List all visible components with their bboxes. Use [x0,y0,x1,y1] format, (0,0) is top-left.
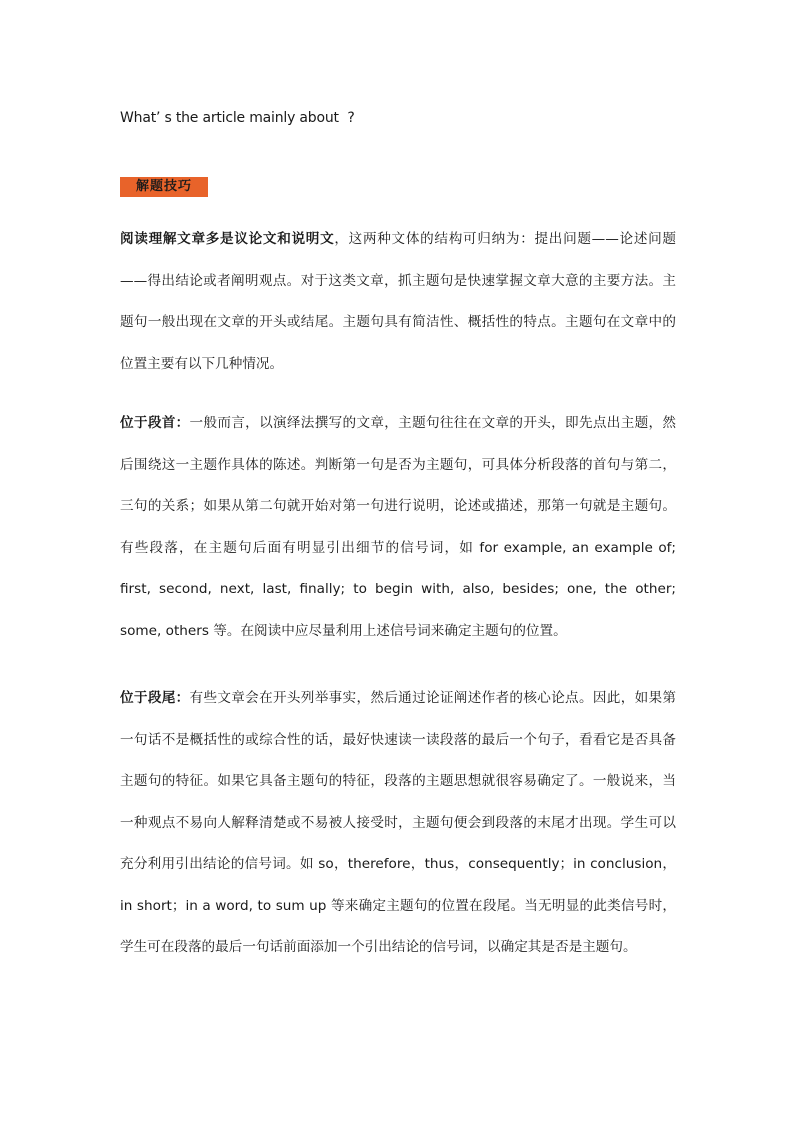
topic-at-start-body: 一般而言，以演绎法撰写的文章，主题句往往在文章的开头，即先点出主题，然后围绕这一主题作具体的陈述。判断第一句是否为主题句，可具体分析段落的首句与第二，三句的关系；如果从第二句就开始对第一句进行说明，论述或描述，那第一句就是主题句。有些段落，在主题句后面有明显引出细节的信号词，如 for example, an example of; first, second, next, last, finally; to begin with, also, besides; one, the other; some, others 等。在阅读中应尽量利用上述信号词来确定主题句的位置。 [120,415,677,639]
topic-at-end-body: 有些文章会在开头列举事实，然后通过论证阐述作者的核心论点。因此，如果第一句话不是概括性的或综合性的话，最好快速读一读段落的最后一个句子，看看它是否具备主题句的特征。如果它具备主题句的特征，段落的主题思想就很容易确定了。一般说来，当一种观点不易向人解释清楚或不易被人接受时，主题句便会到段落的末尾才出现。学生可以充分利用引出结论的信号词。如 so，therefore，thus，consequently；in conclusion，in short；in a word, to sum up 等来确定主题句的位置在段尾。当无明显的此类信号时，学生可在段落的最后一句话前面添加一个引出结论的信号词，以确定其是否是主题句。 [120,690,677,955]
topic-at-start-heading: 位于段首： [120,415,190,431]
intro-paragraph [120,219,676,385]
intro-body: ，这两种文体的结构可归纳为：提出问题——论述问题——得出结论或者阐明观点。对于这类文章，抓主题句是快速掌握文章大意的主要方法。主题句一般出现在文章的开头或结尾。主题句具有简洁性、概括性的特点。主题句在文章中的位置主要有以下几种情况。 [120,231,677,372]
tips-section-tag: 解题技巧 [120,177,208,197]
intro-lead: 阅读理解文章多是议论文和说明文 [120,231,335,247]
paragraph-topic-at-end [120,678,676,969]
paragraph-topic-at-start [120,403,676,652]
question-text: What’ s the article mainly about ? [120,110,355,126]
topic-at-end-heading: 位于段尾： [120,690,190,706]
